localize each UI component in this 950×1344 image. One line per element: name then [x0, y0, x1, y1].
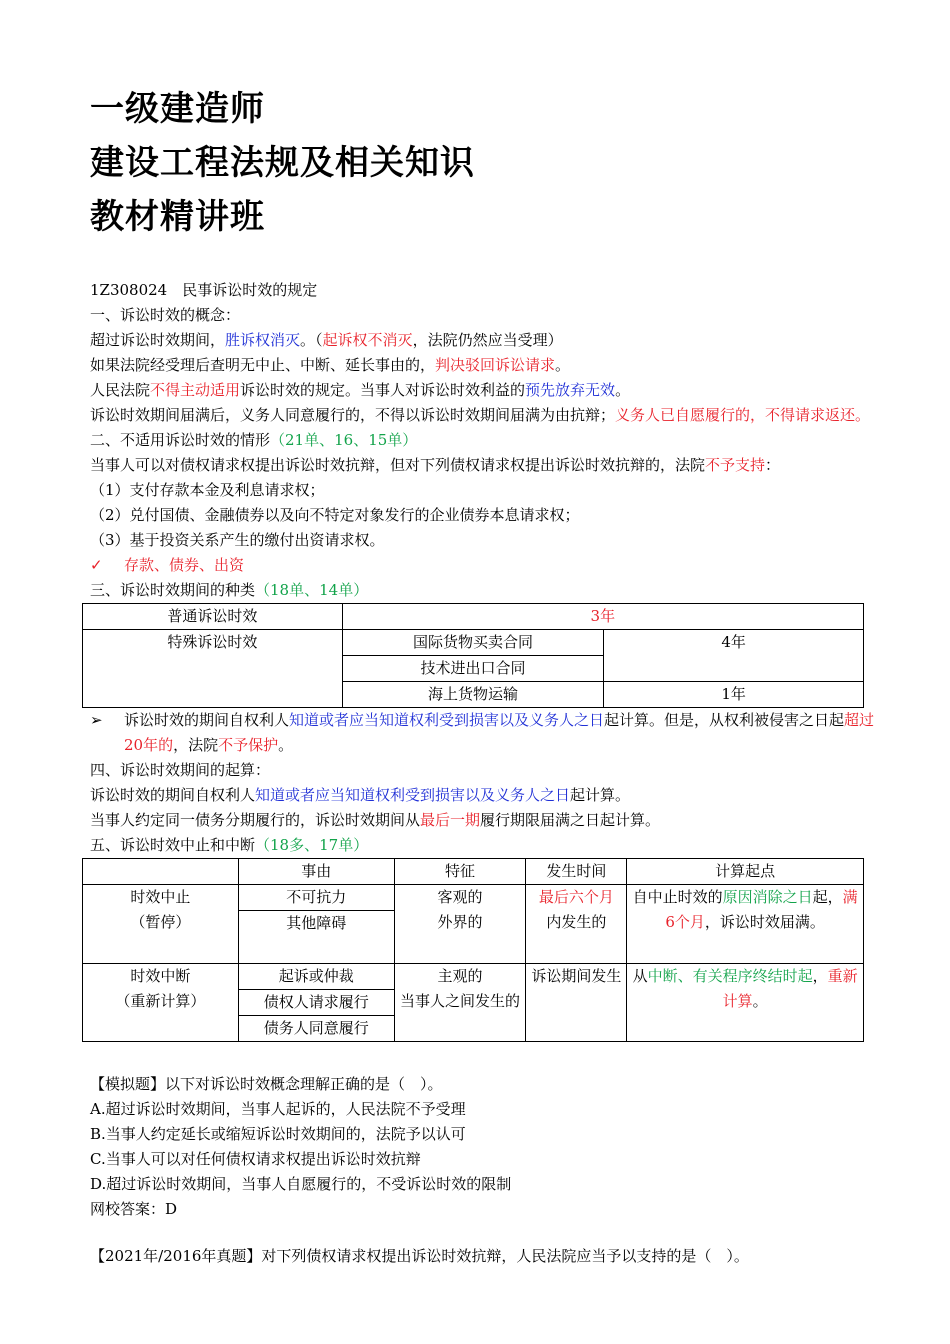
interrupt-feature-cell: 主观的 当事人之间发生的 [394, 964, 526, 1042]
header-blank-cell [83, 859, 239, 885]
s4-para-2: 当事人约定同一债务分期履行的，诉讼时效期间从最后一期履行期限届满之日起计算。 [90, 811, 661, 829]
special-row-3-value: 1年 [604, 682, 864, 708]
q1-option-b: B.当事人约定延长或缩短诉讼时效期间的，法院予以认可 [90, 1125, 466, 1143]
suspend-time-cell: 最后六个月 内发生的 [526, 885, 627, 964]
interrupt-time-cell: 诉讼期间发生 [526, 964, 627, 1042]
special-row-3: 海上货物运输 [342, 682, 604, 708]
s1-para-4: 诉讼时效期间届满后，义务人同意履行的，不得以诉讼时效期间届满为由抗辩；义务人已自愿履行的，不得请求返还。 [90, 406, 871, 424]
special-label-cell: 特殊诉讼时效 [83, 630, 343, 708]
interrupt-reason-2: 债权人请求履行 [238, 990, 394, 1016]
s1-para-1: 超过诉讼时效期间，胜诉权消灭。（起诉权不消灭，法院仍然应当受理） [90, 331, 563, 349]
s3-note: ➢ 诉讼时效的期间自权利人知道或者应当知道权利受到损害以及义务人之日起计算。但是，从权利被侵害之日起超过20年的，法院不予保护。 [90, 708, 880, 758]
arrow-bullet-icon: ➢ [90, 711, 103, 729]
s3-heading: 三、诉讼时效期间的种类（18单、14单） [90, 581, 369, 599]
s2-para-1: 当事人可以对债权请求权提出诉讼时效抗辩，但对下列债权请求权提出诉讼时效抗辩的，法院不予支持： [90, 456, 781, 474]
section-code: 1Z308024 民事诉讼时效的规定 [90, 281, 318, 299]
suspend-label-cell: 时效中止 （暂停） [83, 885, 239, 964]
title-line-1: 一级建造师 [90, 89, 265, 129]
q2-stem: 【2021年/2016年真题】对下列债权请求权提出诉讼时效抗辩，人民法院应当予以支持的是（ ）。 [90, 1247, 749, 1265]
q1-option-c: C.当事人可以对任何债权请求权提出诉讼时效抗辩 [90, 1150, 421, 1168]
s1-para-3: 人民法院不得主动适用诉讼时效的规定。当事人对诉讼时效利益的预先放弃无效。 [90, 381, 631, 399]
s2-check-line: ✓ 存款、债券、出资 [90, 553, 880, 578]
title-line-3: 教材精讲班 [90, 197, 265, 237]
s2-item-2: （2）兑付国债、金融债券以及向不特定对象发行的企业债券本息请求权； [90, 506, 580, 524]
special-row-1: 国际货物买卖合同 [342, 630, 604, 656]
spacer [90, 1222, 880, 1244]
suspend-reason-2: 其他障碍 [238, 911, 394, 964]
q1-stem: 【模拟题】以下对诉讼时效概念理解正确的是（ ）。 [90, 1075, 443, 1093]
interrupt-reason-1: 起诉或仲裁 [238, 964, 394, 990]
header-start: 计算起点 [627, 859, 864, 885]
s2-item-1: （1）支付存款本金及利息请求权； [90, 481, 325, 499]
header-reason: 事由 [238, 859, 394, 885]
interrupt-label-cell: 时效中断 （重新计算） [83, 964, 239, 1042]
suspend-feature-cell: 客观的 外界的 [394, 885, 526, 964]
s4-heading: 四、诉讼时效期间的起算： [90, 761, 271, 779]
general-label-cell: 普通诉讼时效 [83, 604, 343, 630]
interrupt-reason-3: 债务人同意履行 [238, 1016, 394, 1042]
q1-option-a: A.超过诉讼时效期间，当事人起诉的，人民法院不予受理 [90, 1100, 466, 1118]
special-row-2: 技术进出口合同 [342, 656, 604, 682]
s2-heading: 二、不适用诉讼时效的情形（21单、16、15单） [90, 431, 418, 449]
header-feature: 特征 [394, 859, 526, 885]
suspension-interruption-table [82, 858, 864, 1042]
special-row-12-value: 4年 [604, 630, 864, 682]
title-block [90, 82, 880, 244]
general-value-cell: 3年 [342, 604, 863, 630]
spacer [90, 1042, 880, 1072]
q1-option-d: D.超过诉讼时效期间，当事人自愿履行的，不受诉讼时效的限制 [90, 1175, 512, 1193]
title-line-2: 建设工程法规及相关知识 [90, 143, 475, 183]
suspend-start-cell: 自中止时效的原因消除之日起，满6个月，诉讼时效届满。 [627, 885, 864, 964]
header-time: 发生时间 [526, 859, 627, 885]
check-icon: ✓ [90, 556, 103, 574]
document-page [90, 82, 880, 1269]
s4-para-1: 诉讼时效的期间自权利人知道或者应当知道权利受到损害以及义务人之日起计算。 [90, 786, 631, 804]
s1-para-2: 如果法院经受理后查明无中止、中断、延长事由的，判决驳回诉讼请求。 [90, 356, 571, 374]
s5-heading: 五、诉讼时效中止和中断（18多、17单） [90, 836, 369, 854]
s2-item-3: （3）基于投资关系产生的缴付出资请求权。 [90, 531, 385, 549]
interrupt-start-cell: 从中断、有关程序终结时起，重新计算。 [627, 964, 864, 1042]
suspend-reason-1: 不可抗力 [238, 885, 394, 911]
q1-answer: 网校答案：D [90, 1200, 178, 1218]
limitation-period-table [82, 603, 864, 708]
s1-heading: 一、诉讼时效的概念： [90, 306, 241, 324]
